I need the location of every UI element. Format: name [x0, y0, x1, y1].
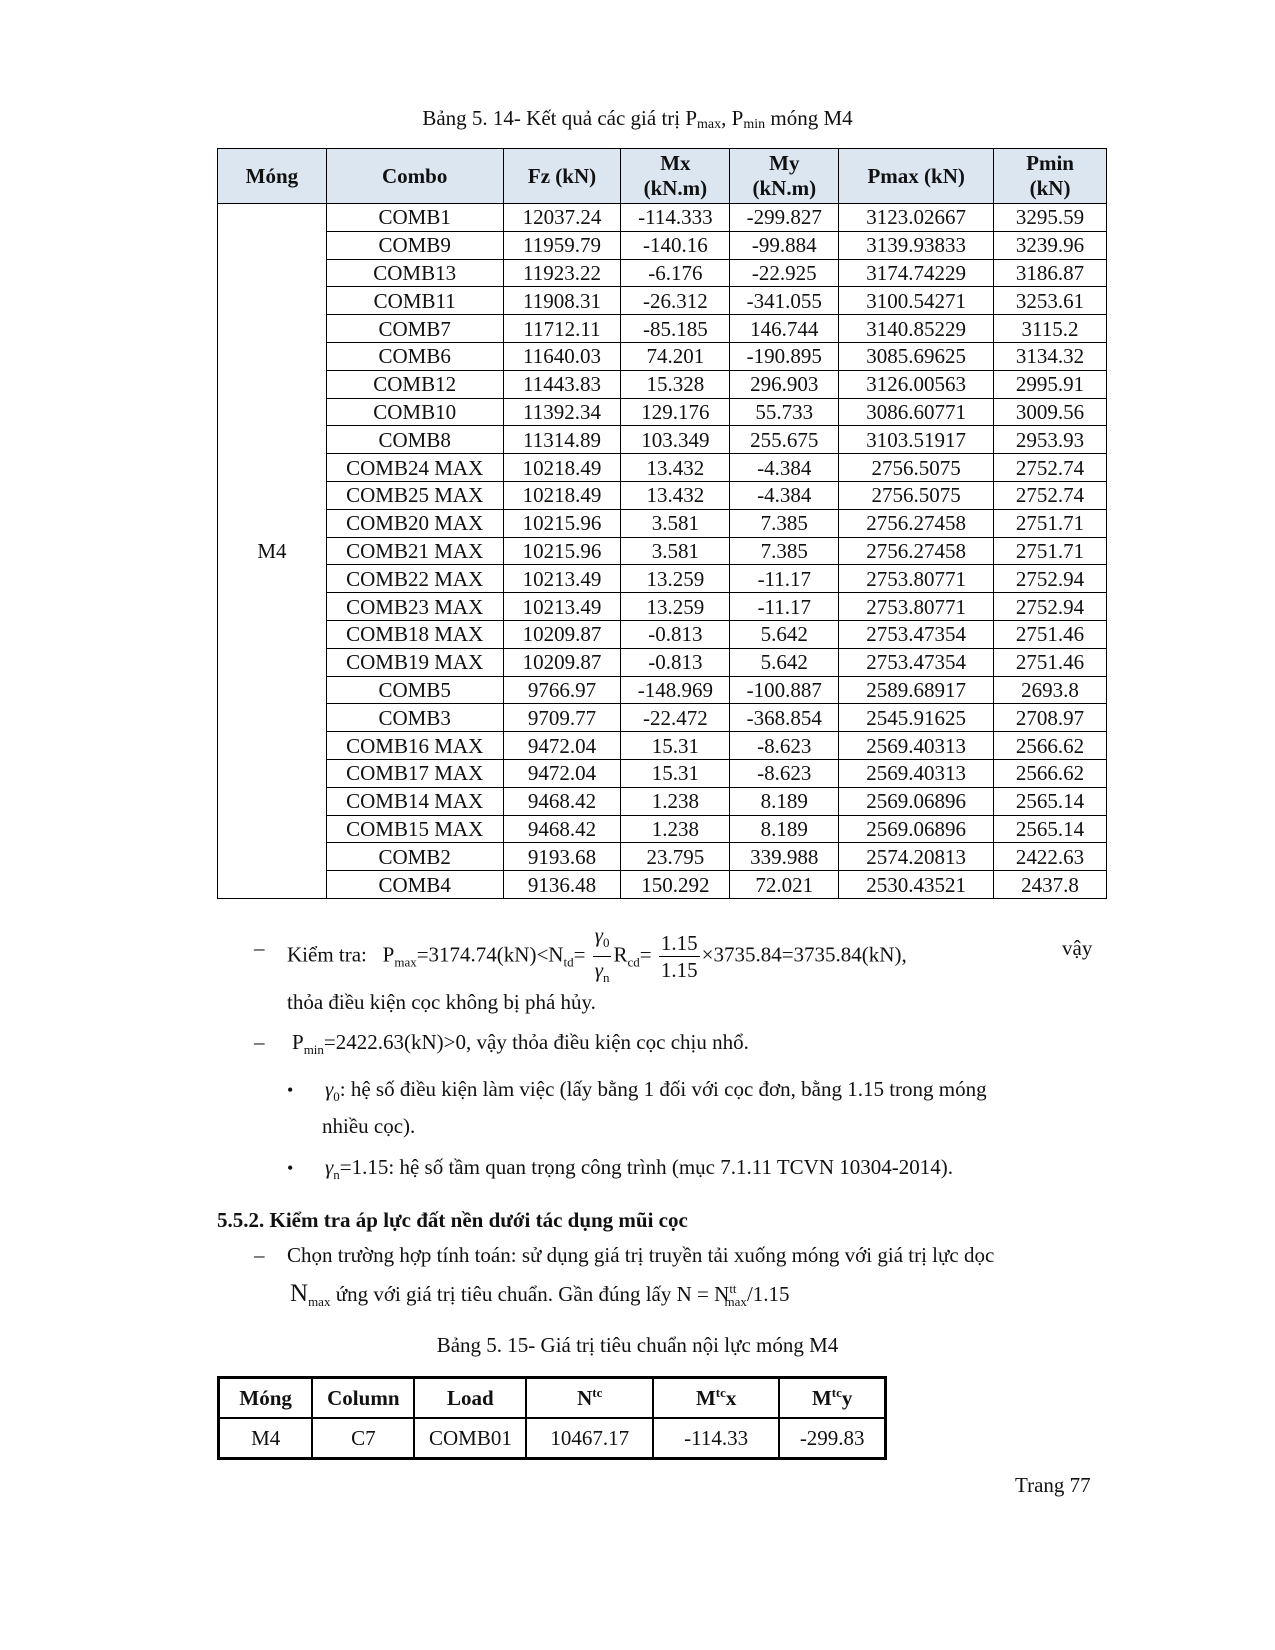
table-cell: 2589.68917 — [839, 676, 994, 704]
table-cell: 10209.87 — [503, 620, 621, 648]
table-cell: 2569.40313 — [839, 759, 994, 787]
column-header: $M^{tc}x$ — [653, 1378, 779, 1419]
table-row — [218, 481, 1107, 509]
table-cell: 129.176 — [621, 398, 730, 426]
table-row — [218, 537, 1107, 565]
table-cell: -8.623 — [730, 732, 839, 760]
table-cell: -0.813 — [621, 648, 730, 676]
column-header: Móng — [218, 149, 327, 204]
table-cell: 10213.49 — [503, 593, 621, 621]
table-cell: 15.31 — [621, 759, 730, 787]
table-cell: 3.581 — [621, 537, 730, 565]
table-cell: COMB5 — [326, 676, 503, 704]
foundation-group-cell: M4 — [218, 204, 327, 899]
table-cell: -11.17 — [730, 593, 839, 621]
table-cell: 9468.42 — [503, 787, 621, 815]
table-row — [218, 342, 1107, 370]
table-cell: 2753.80771 — [839, 593, 994, 621]
dash-marker: – — [254, 1030, 265, 1054]
table-row — [218, 732, 1107, 760]
table-cell: 3103.51917 — [839, 426, 994, 454]
column-header: Móng — [219, 1378, 313, 1419]
table-cell: 103.349 — [621, 426, 730, 454]
table-cell: 3086.60771 — [839, 398, 994, 426]
table-cell: 2753.47354 — [839, 648, 994, 676]
table-cell: COMB20 MAX — [326, 509, 503, 537]
table-cell: -26.312 — [621, 287, 730, 315]
table-cell: 3123.02667 — [839, 204, 994, 232]
table-cell: 13.432 — [621, 481, 730, 509]
table-cell: COMB14 MAX — [326, 787, 503, 815]
gamma0-definition-cont: nhiều cọc). — [322, 1114, 416, 1138]
table-row — [218, 676, 1107, 704]
bullet-marker: • — [287, 1158, 294, 1178]
table-cell: C7 — [312, 1418, 414, 1459]
table-cell: -368.854 — [730, 704, 839, 732]
table-cell: 296.903 — [730, 370, 839, 398]
table-cell: -0.813 — [621, 620, 730, 648]
table-row — [218, 426, 1107, 454]
table-cell: COMB13 — [326, 259, 503, 287]
pmax-check-equation: Kiểm tra: $P_{max}=3174.74(kN)<N_{td}=$ $\frac{\gamma_0}{\gamma_n}$ $R_{cd}=$ $\frac{1.15}{1.15}$ ×3735.84=3735.84(kN), — [287, 923, 907, 986]
table-cell: 2693.8 — [994, 676, 1107, 704]
bullet-marker: • — [287, 1080, 294, 1100]
table-cell: COMB22 MAX — [326, 565, 503, 593]
table-cell: 2753.80771 — [839, 565, 994, 593]
table-cell: 74.201 — [621, 342, 730, 370]
column-header: $M^{tc}y$ — [779, 1378, 885, 1419]
table-cell: 15.328 — [621, 370, 730, 398]
pmax-check-tail: vậy — [1062, 936, 1093, 960]
table-cell: 146.744 — [730, 315, 839, 343]
table2-caption: Bảng 5. 15- Giá trị tiêu chuẩn nội lực móng M4 — [436, 1333, 839, 1357]
table-cell: COMB15 MAX — [326, 815, 503, 843]
table-cell: 10215.96 — [503, 537, 621, 565]
results-table — [217, 148, 1107, 899]
table-cell: 3100.54271 — [839, 287, 994, 315]
table-cell: 3186.87 — [994, 259, 1107, 287]
table-cell: -341.055 — [730, 287, 839, 315]
table-cell: 3126.00563 — [839, 370, 994, 398]
pmin-check-line: $P_{min}=2422.63(kN)>0$, vậy thỏa điều kiện cọc chịu nhổ. — [292, 1030, 749, 1058]
table-cell: COMB2 — [326, 843, 503, 871]
table-cell: -299.83 — [779, 1418, 885, 1459]
table-row — [218, 204, 1107, 232]
table-cell: COMB17 MAX — [326, 759, 503, 787]
table-cell: 3139.93833 — [839, 231, 994, 259]
table-cell: 2751.46 — [994, 648, 1107, 676]
table-cell: 2995.91 — [994, 370, 1107, 398]
table-cell: 11443.83 — [503, 370, 621, 398]
table-row — [218, 759, 1107, 787]
table-cell: -11.17 — [730, 565, 839, 593]
table-cell: -114.33 — [653, 1418, 779, 1459]
table-cell: 11959.79 — [503, 231, 621, 259]
table-cell: COMB8 — [326, 426, 503, 454]
table-row — [218, 787, 1107, 815]
table-cell: 7.385 — [730, 537, 839, 565]
table-cell: COMB1 — [326, 204, 503, 232]
table-cell: 10218.49 — [503, 454, 621, 482]
table-cell: 3174.74229 — [839, 259, 994, 287]
table-cell: 3115.2 — [994, 315, 1107, 343]
table-cell: 3134.32 — [994, 342, 1107, 370]
table-cell: 2566.62 — [994, 759, 1107, 787]
column-header: Pmax (kN) — [839, 149, 994, 204]
table-cell: 9472.04 — [503, 732, 621, 760]
table-row — [218, 259, 1107, 287]
table-cell: -4.384 — [730, 454, 839, 482]
table-cell: COMB01 — [414, 1418, 526, 1459]
table-row — [218, 398, 1107, 426]
table-row — [218, 231, 1107, 259]
table-row — [218, 704, 1107, 732]
table-cell: -114.333 — [621, 204, 730, 232]
dash-marker: – — [254, 1243, 265, 1267]
table-cell: 9136.48 — [503, 871, 621, 899]
table-cell: 11392.34 — [503, 398, 621, 426]
section-heading: 5.5.2. Kiểm tra áp lực đất nền dưới tác dụng mũi cọc — [217, 1208, 688, 1232]
table-cell: 2422.63 — [994, 843, 1107, 871]
table-cell: 2569.06896 — [839, 787, 994, 815]
table-cell: 2565.14 — [994, 815, 1107, 843]
table-cell: 11314.89 — [503, 426, 621, 454]
table-cell: 11908.31 — [503, 287, 621, 315]
table-cell: 5.642 — [730, 620, 839, 648]
table-cell: 9709.77 — [503, 704, 621, 732]
pmax-check-conclusion: thỏa điều kiện cọc không bị phá hủy. — [287, 990, 596, 1014]
table-cell: 339.988 — [730, 843, 839, 871]
table-cell: -99.884 — [730, 231, 839, 259]
table-row — [218, 370, 1107, 398]
table-cell: 2756.27458 — [839, 537, 994, 565]
table-cell: COMB23 MAX — [326, 593, 503, 621]
page-number: Trang 77 — [1015, 1473, 1091, 1497]
dash-marker: – — [254, 936, 265, 960]
table-cell: M4 — [219, 1418, 313, 1459]
table-cell: 3253.61 — [994, 287, 1107, 315]
table-cell: 2756.5075 — [839, 481, 994, 509]
results-table-header — [218, 149, 1107, 204]
table-cell: 150.292 — [621, 871, 730, 899]
table-cell: -6.176 — [621, 259, 730, 287]
table-cell: 1.238 — [621, 787, 730, 815]
table-cell: COMB7 — [326, 315, 503, 343]
table-cell: 5.642 — [730, 648, 839, 676]
table-cell: 2752.94 — [994, 593, 1107, 621]
table-cell: 2566.62 — [994, 732, 1107, 760]
table-row — [218, 454, 1107, 482]
table-cell: 2756.5075 — [839, 454, 994, 482]
table-cell: 9766.97 — [503, 676, 621, 704]
table-cell: 3009.56 — [994, 398, 1107, 426]
table-cell: -85.185 — [621, 315, 730, 343]
table-cell: COMB10 — [326, 398, 503, 426]
table-cell: 12037.24 — [503, 204, 621, 232]
table-cell: -148.969 — [621, 676, 730, 704]
table-cell: 3295.59 — [994, 204, 1107, 232]
table-row — [219, 1418, 886, 1459]
column-header: Mx (kN.m) — [621, 149, 730, 204]
table-cell: COMB9 — [326, 231, 503, 259]
table-cell: 10213.49 — [503, 565, 621, 593]
table-cell: COMB12 — [326, 370, 503, 398]
table-cell: -22.472 — [621, 704, 730, 732]
table-cell: -8.623 — [730, 759, 839, 787]
table-cell: COMB18 MAX — [326, 620, 503, 648]
table-cell: 7.385 — [730, 509, 839, 537]
table-row — [218, 593, 1107, 621]
table-cell: COMB4 — [326, 871, 503, 899]
table-cell: -140.16 — [621, 231, 730, 259]
table-cell: 8.189 — [730, 815, 839, 843]
table-cell: 2708.97 — [994, 704, 1107, 732]
column-header: Column — [312, 1378, 414, 1419]
table-cell: 9472.04 — [503, 759, 621, 787]
table-cell: 11640.03 — [503, 342, 621, 370]
table-cell: 10467.17 — [526, 1418, 652, 1459]
section-paragraph-line1: Chọn trường hợp tính toán: sử dụng giá trị truyền tải xuống móng với giá trị lực dọc — [287, 1243, 995, 1267]
table-cell: COMB6 — [326, 342, 503, 370]
table-row — [218, 815, 1107, 843]
table-cell: COMB25 MAX — [326, 481, 503, 509]
table-row — [218, 620, 1107, 648]
column-header: Pmin (kN) — [994, 149, 1107, 204]
table-cell: 13.432 — [621, 454, 730, 482]
table-cell: COMB24 MAX — [326, 454, 503, 482]
table-cell: 2751.71 — [994, 537, 1107, 565]
table-row — [218, 871, 1107, 899]
table-cell: -100.887 — [730, 676, 839, 704]
table-row — [218, 509, 1107, 537]
table-cell: 9468.42 — [503, 815, 621, 843]
table-cell: 3239.96 — [994, 231, 1107, 259]
standard-forces-table — [217, 1376, 887, 1460]
table-cell: 2751.46 — [994, 620, 1107, 648]
table-cell: 2953.93 — [994, 426, 1107, 454]
table-row — [218, 843, 1107, 871]
table-cell: 2530.43521 — [839, 871, 994, 899]
table-cell: 10215.96 — [503, 509, 621, 537]
table1-caption: Bảng 5. 14- Kết quả các giá trị $P_{max}$, $P_{min}$ móng M4 — [422, 106, 853, 132]
table-cell: 13.259 — [621, 593, 730, 621]
table-cell: 2752.74 — [994, 454, 1107, 482]
column-header: Load — [414, 1378, 526, 1419]
table-cell: 2753.47354 — [839, 620, 994, 648]
table-cell: 10218.49 — [503, 481, 621, 509]
column-header: $N^{tc}$ — [526, 1378, 652, 1419]
table-cell: 2569.40313 — [839, 732, 994, 760]
standard-forces-header — [219, 1378, 886, 1419]
table-cell: 2574.20813 — [839, 843, 994, 871]
table-cell: 2437.8 — [994, 871, 1107, 899]
table-cell: COMB3 — [326, 704, 503, 732]
column-header: My (kN.m) — [730, 149, 839, 204]
table-cell: 2565.14 — [994, 787, 1107, 815]
table-row — [218, 315, 1107, 343]
table-cell: 2545.91625 — [839, 704, 994, 732]
gamma-n-definition: $\gamma_n=1.15$: hệ số tầm quan trọng công trình (mục 7.1.11 TCVN 10304-2014). — [325, 1155, 953, 1183]
table-cell: 2752.94 — [994, 565, 1107, 593]
table-row — [218, 565, 1107, 593]
table-cell: 9193.68 — [503, 843, 621, 871]
gamma0-definition: $\gamma_0$: hệ số điều kiện làm việc (lấy bằng 1 đối với cọc đơn, bằng 1.15 trong móng — [325, 1077, 987, 1105]
section-paragraph-line2: $N_{max}$ ứng với giá trị tiêu chuẩn. Gần đúng lấy $N = N^{tt}_{max}/1.15$ — [290, 1280, 790, 1310]
table-cell: 8.189 — [730, 787, 839, 815]
table-cell: 255.675 — [730, 426, 839, 454]
table-cell: 2569.06896 — [839, 815, 994, 843]
table-cell: -299.827 — [730, 204, 839, 232]
table-cell: 3140.85229 — [839, 315, 994, 343]
table-cell: 23.795 — [621, 843, 730, 871]
table-cell: 55.733 — [730, 398, 839, 426]
column-header: Fz (kN) — [503, 149, 621, 204]
table-cell: 2752.74 — [994, 481, 1107, 509]
table-cell: -4.384 — [730, 481, 839, 509]
table-cell: -22.925 — [730, 259, 839, 287]
table-cell: 72.021 — [730, 871, 839, 899]
table-cell: 1.238 — [621, 815, 730, 843]
table-row — [218, 648, 1107, 676]
table-cell: 3085.69625 — [839, 342, 994, 370]
table-cell: 2756.27458 — [839, 509, 994, 537]
column-header: Combo — [326, 149, 503, 204]
table-cell: COMB21 MAX — [326, 537, 503, 565]
table-cell: 11923.22 — [503, 259, 621, 287]
table-cell: COMB16 MAX — [326, 732, 503, 760]
table-cell: COMB19 MAX — [326, 648, 503, 676]
table-row — [218, 287, 1107, 315]
table-cell: 13.259 — [621, 565, 730, 593]
table-cell: 3.581 — [621, 509, 730, 537]
table-cell: COMB11 — [326, 287, 503, 315]
table-cell: 11712.11 — [503, 315, 621, 343]
table-cell: 15.31 — [621, 732, 730, 760]
table-cell: -190.895 — [730, 342, 839, 370]
table-cell: 10209.87 — [503, 648, 621, 676]
table-cell: 2751.71 — [994, 509, 1107, 537]
